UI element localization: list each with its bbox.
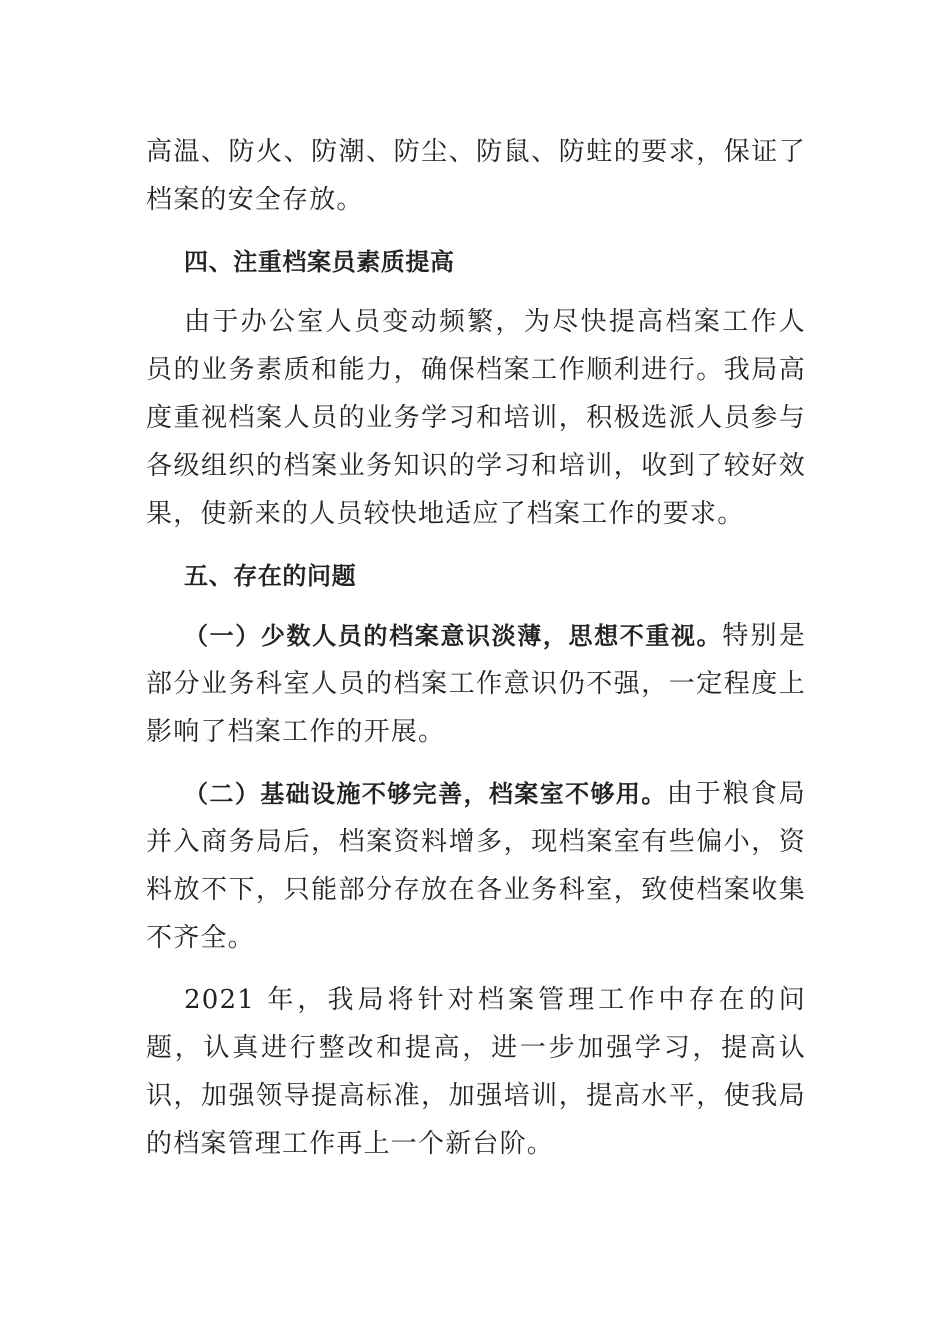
issue-paragraph-1	[146, 612, 806, 756]
issue-1-lead: （一）少数人员的档案意识淡薄，思想不重视。	[184, 622, 723, 650]
issue-paragraph-2	[146, 770, 806, 962]
paragraph-staff-training: 由于办公室人员变动频繁，为尽快提高档案工作人员的业务素质和能力，确保档案工作顺利进行。我局高度重视档案人员的业务学习和培训，积极选派人员参与各级组织的档案业务知识的学习和培训，收到了较好效果，使新来的人员较快地适应了档案工作的要求。	[146, 307, 806, 529]
paragraph-storage-requirements: 高温、防火、防潮、防尘、防鼠、防蛀的要求，保证了档案的安全存放。	[146, 137, 806, 215]
issue-2-lead: （二）基础设施不够完善，档案室不够用。	[184, 780, 667, 808]
section-heading-5: 五、存在的问题	[184, 562, 357, 590]
issue-1-text: 特别是部分业务科室人员的档案工作意识仍不强，一定程度上影响了档案工作的开展。	[146, 621, 806, 747]
paragraph-2021-plan: 2021 年，我局将针对档案管理工作中存在的问题，认真进行整改和提高，进一步加强学习，提高认识，加强领导提高标准，加强培训，提高水平，使我局的档案管理工作再上一个新台阶。	[146, 985, 806, 1159]
issue-2-text: 由于粮食局并入商务局后，档案资料增多，现档案室有些偏小，资料放不下，只能部分存放在各业务科室，致使档案收集不齐全。	[146, 779, 806, 953]
document-body	[146, 128, 806, 1184]
section-heading-4: 四、注重档案员素质提高	[184, 248, 455, 276]
